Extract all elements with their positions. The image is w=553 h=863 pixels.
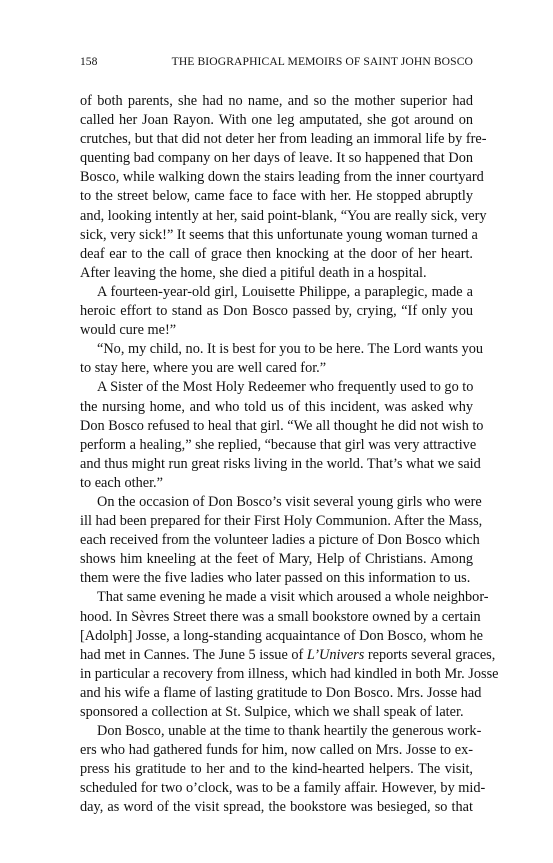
text-line: them were the five ladies who later passed on this information to us. [80, 570, 471, 587]
text-line: hood. In Sèvres Street there was a small bookstore owned by a certain [80, 608, 481, 625]
text-line: day, as word of the visit spread, the bookstore was besieged, so that [80, 799, 473, 816]
text-line: “No, my child, no. It is best for you to be here. The Lord wants you [97, 341, 484, 358]
text-line: quenting bad company on her days of leave. It so happened that Don [80, 150, 473, 167]
text-line: sponsored a collection at St. Sulpice, which we shall speak of later. [80, 704, 464, 720]
text-line: press his gratitude to her and to the kind-hearted helpers. The visit, [80, 761, 473, 778]
text-line: That same evening he made a visit which aroused a whole neighbor- [97, 589, 489, 606]
text-line: ill had been prepared for their First Holy Communion. After the Mass, [80, 513, 483, 530]
text-line: to stay here, where you are well cared for.” [80, 360, 327, 377]
text-line: deaf ear to the call of grace then knocking at the door of her heart. [80, 245, 473, 262]
page-number: 158 [80, 55, 98, 68]
italic-title: L’Univers [306, 646, 365, 663]
text-line: heroic effort to stand as Don Bosco passed by, crying, “If only you [80, 303, 473, 320]
text-line: and, looking intently at her, said point-blank, “You are really sick, very [80, 207, 487, 224]
text-line: [Adolph] Josse, a long-standing acquaintance of Don Bosco, whom he [80, 627, 484, 644]
text-line: crutches, but that did not deter her from leading an immoral life by fre- [80, 131, 487, 148]
text-line: called her Joan Rayon. With one leg amputated, she got around on [80, 112, 473, 129]
text-line: and his wife a flame of lasting gratitude to Don Bosco. Mrs. Josse had [80, 684, 482, 701]
text-line: Bosco, while walking down the stairs leading from the inner courtyard [80, 169, 484, 186]
text-line: would cure me!” [80, 322, 177, 339]
text-line: each received from the volunteer ladies a picture of Don Bosco which [80, 532, 480, 549]
text-line: the nursing home, and who told us of this incident, was asked why [80, 398, 473, 415]
text-segment: reports several graces, [364, 646, 496, 663]
text-line: sick, very sick!” It seems that this unfortunate young woman turned a [80, 226, 478, 243]
running-title: THE BIOGRAPHICAL MEMOIRS OF SAINT JOHN BOSCO [171, 55, 473, 68]
text-line: scheduled for two o’clock, was to be a family affair. However, by mid- [80, 780, 486, 797]
text-line: Don Bosco refused to heal that girl. “We all thought he did not wish to [80, 417, 484, 434]
text-line: On the occasion of Don Bosco’s visit several young girls who were [97, 493, 482, 510]
body-text [80, 92, 499, 818]
text-line: ers who had gathered funds for him, now called on Mrs. Josse to ex- [80, 742, 473, 759]
book-page [80, 0, 499, 863]
text-line: of both parents, she had no name, and so the mother superior had [80, 93, 473, 109]
text-line: A fourteen-year-old girl, Louisette Philippe, a paraplegic, made a [97, 283, 473, 300]
text-line [80, 646, 496, 665]
text-segment: had met in Cannes. The June 5 issue of [80, 646, 307, 663]
text-line: Don Bosco, unable at the time to thank heartily the generous work- [97, 723, 482, 740]
text-line: in particular a recovery from illness, which had kindled in both Mr. Josse [80, 665, 499, 682]
text-line: A Sister of the Most Holy Redeemer who frequently used to go to [97, 379, 474, 396]
text-line: After leaving the home, she died a pitiful death in a hospital. [80, 264, 427, 281]
text-line: to the street below, came face to face with her. He stopped abruptly [80, 188, 473, 205]
text-line: and thus might run great risks living in the world. That’s what we said [80, 455, 481, 472]
text-line: perform a healing,” she replied, “because that girl was very attractive [80, 436, 477, 453]
text-line: to each other.” [80, 474, 163, 491]
text-line: shows him kneeling at the feet of Mary, Help of Christians. Among [80, 551, 473, 568]
running-head [80, 54, 473, 70]
